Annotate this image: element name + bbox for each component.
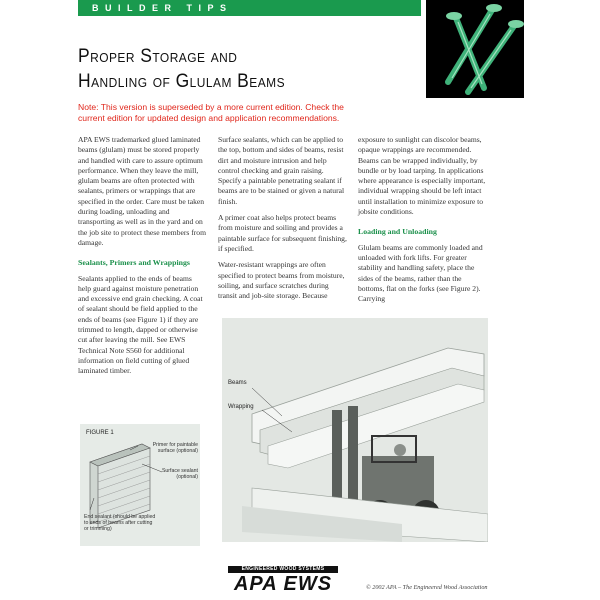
- logo-tagline: ENGINEERED WOOD SYSTEMS: [228, 566, 338, 573]
- title-line-1: Proper Storage and: [78, 46, 238, 67]
- apa-ews-logo: [228, 566, 338, 596]
- primer-label: Primer for paintable surface (optional): [152, 442, 198, 454]
- figure-1: [80, 424, 200, 546]
- wrappings-paragraph: Water-resistant wrappings are often specified to protect beams from moisture, soiling, and surface scratches during transit and job-site storage. Because: [218, 260, 345, 301]
- column-3: [358, 135, 488, 310]
- beams-label: Beams: [228, 380, 247, 386]
- section-heading-loading: Loading and Unloading: [358, 227, 437, 237]
- nails-illustration: [426, 0, 524, 98]
- column-2: [218, 135, 348, 307]
- wrapping-label: Wrapping: [228, 404, 254, 410]
- supersede-note: Note: This version is superseded by a more current edition. Check the current edition for updated design and application recommendations.: [78, 102, 344, 123]
- figure-1-title: FIGURE 1: [86, 430, 114, 436]
- sealants-paragraph: Sealants applied to the ends of beams help guard against moisture penetration and excessive end grain checking. A coat of sealant should be field applied to the ends of beams (see Figure 1) if they are trimmed to length, dapped or otherwise cut after leaving the mill. See EWS Technical Note S560 for additional information on field cutting of glued laminated timber.: [78, 273, 203, 376]
- end-sealant-label: End sealant (should be applied to ends of beams after cutting or trimming): [84, 514, 156, 532]
- surface-sealants-paragraph: Surface sealants, which can be applied to the top, bottom and sides of beams, resist dirt and moisture intrusion and help control checking and grain raising. Specify a paintable penetrating sealant if beams are to be stained or given a natural finish.: [218, 135, 345, 206]
- primer-paragraph: A primer coat also helps protect beams from moisture and soiling and provides a paintable surface for subsequent finishing, if specified.: [218, 213, 347, 253]
- loading-paragraph: Glulam beams are commonly loaded and unloaded with fork lifts. For greater stability and handling safety, place the sides of the beams, rather than the bottoms, flat on the forks (see Figure 2). Carrying: [358, 242, 483, 304]
- surface-sealant-label: Surface sealant (optional): [161, 468, 198, 480]
- column-1: [78, 135, 206, 383]
- page-title: [78, 44, 285, 94]
- forklift-photo: [222, 318, 488, 542]
- builder-tips-banner: BUILDER TIPS: [78, 0, 421, 16]
- logo-wordmark: APA EWS: [233, 573, 333, 595]
- section-heading-sealants: Sealants, Primers and Wrappings: [78, 258, 190, 268]
- copyright-text: © 2002 APA – The Engineered Wood Association: [366, 584, 488, 591]
- intro-paragraph: APA EWS trademarked glued laminated beams (glulam) must be stored properly and handled with care to assure optimum performance. When they leave the mill, glulam beams are often protected with sealants, primers or wrappings that are specified in the order. Care must be taken during loading, unloading and transporting as well as in the yard and on the job site to protect these members from damage.: [78, 135, 207, 247]
- title-line-2: Handling of Glulam Beams: [78, 71, 286, 92]
- figure-2: [222, 318, 488, 542]
- nails-icon: [426, 0, 524, 98]
- sunlight-paragraph: exposure to sunlight can discolor beams, opaque wrappings are recommended. Beams can be wrapped individually, by bundle or by load tarping. In applications where appearance is especially important, individual wrapping should be left intact until installation to minimize exposure to jobsite conditions.: [358, 135, 486, 217]
